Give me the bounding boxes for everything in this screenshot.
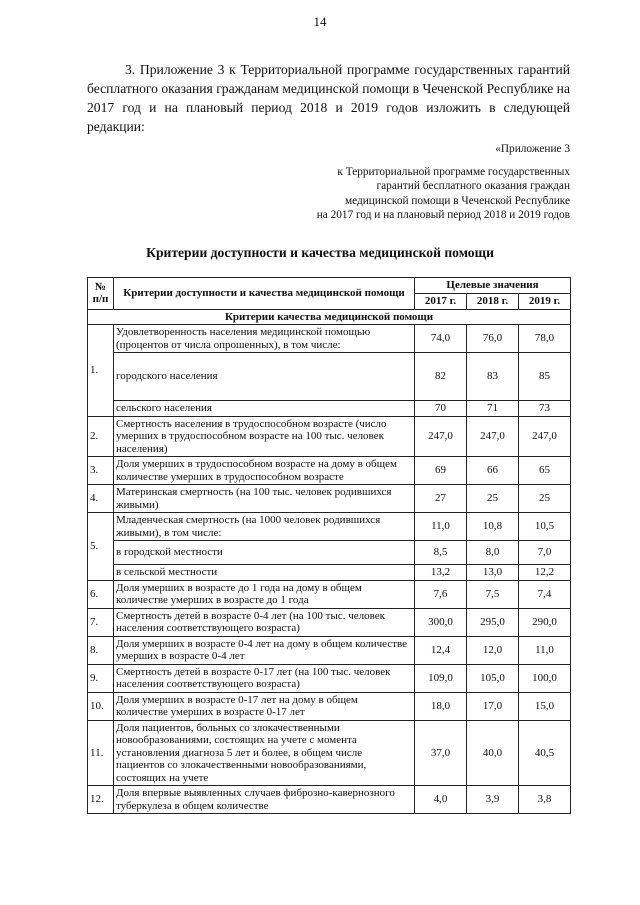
value-2019: 3,8	[519, 786, 571, 814]
value-2018: 40,0	[467, 720, 519, 786]
intro-text: 3. Приложение 3 к Территориальной программе государственных гарантий бесплатного оказания гражданам медицинской помощи в Чеченской Республике на 2017 год и на плановый период 2018 и 2019 годов изложить в следующей редакции:	[87, 62, 570, 134]
header-criteria: Критерии доступности и качества медицинской помощи	[114, 278, 415, 310]
row-criteria: в городской местности	[114, 541, 415, 565]
value-2018: 7,5	[467, 580, 519, 608]
row-number: 5.	[88, 513, 114, 581]
value-2018: 71	[467, 401, 519, 417]
table-row	[88, 636, 571, 664]
row-criteria: Доля умерших в трудоспособном возрасте на дому в общем количестве умерших в трудоспособном возрасте	[114, 457, 415, 485]
table-row	[88, 565, 571, 581]
row-number: 7.	[88, 608, 114, 636]
value-2018: 13,0	[467, 565, 519, 581]
row-criteria: сельского населения	[114, 401, 415, 417]
row-criteria: Доля пациентов, больных со злокачественными новообразованиями, состоящих на учете с момента установления диагноза 5 лет и более, в общем числе пациентов со злокачественными новообразованиями, состоящих на учете	[114, 720, 415, 786]
value-2017: 12,4	[415, 636, 467, 664]
value-2018: 295,0	[467, 608, 519, 636]
intro-paragraph	[87, 60, 570, 136]
table-row	[88, 325, 571, 353]
page-number: 14	[313, 14, 327, 29]
value-2019: 247,0	[519, 416, 571, 457]
row-criteria: Удовлетворенность населения медицинской помощью (процентов от числа опрошенных), в том числе:	[114, 325, 415, 353]
table-title: Критерии доступности и качества медицинской помощи	[146, 245, 494, 260]
table-row	[88, 786, 571, 814]
row-number: 6.	[88, 580, 114, 608]
table-row	[88, 416, 571, 457]
row-criteria: Смертность детей в возрасте 0-4 лет (на 100 тыс. человек населения соответствующего возраста)	[114, 608, 415, 636]
value-2018: 17,0	[467, 692, 519, 720]
value-2018: 76,0	[467, 325, 519, 353]
value-2019: 40,5	[519, 720, 571, 786]
value-2017: 18,0	[415, 692, 467, 720]
value-2017: 27	[415, 485, 467, 513]
value-2017: 37,0	[415, 720, 467, 786]
row-criteria: городского населения	[114, 353, 415, 401]
annex-line: на 2017 год и на плановый период 2018 и 2019 годов	[316, 209, 570, 221]
row-number: 11.	[88, 720, 114, 786]
row-number: 9.	[88, 664, 114, 692]
value-2017: 11,0	[415, 513, 467, 541]
row-criteria: Материнская смертность (на 100 тыс. человек родившихся живыми)	[114, 485, 415, 513]
value-2017: 247,0	[415, 416, 467, 457]
value-2018: 66	[467, 457, 519, 485]
table-row	[88, 720, 571, 786]
row-criteria: в сельской местности	[114, 565, 415, 581]
value-2019: 290,0	[519, 608, 571, 636]
value-2017: 8,5	[415, 541, 467, 565]
row-number: 10.	[88, 692, 114, 720]
value-2019: 15,0	[519, 692, 571, 720]
value-2018: 83	[467, 353, 519, 401]
annex-line: к Территориальной программе государственных	[337, 165, 570, 178]
value-2018: 3,9	[467, 786, 519, 814]
value-2017: 7,6	[415, 580, 467, 608]
annex-line: гарантий бесплатного оказания граждан	[376, 180, 570, 192]
value-2019: 10,5	[519, 513, 571, 541]
annex-title: «Приложение 3	[495, 143, 570, 155]
row-number: 8.	[88, 636, 114, 664]
header-num: № п/п	[88, 278, 114, 310]
value-2019: 11,0	[519, 636, 571, 664]
table-row	[88, 608, 571, 636]
value-2018: 247,0	[467, 416, 519, 457]
value-2018: 10,8	[467, 513, 519, 541]
row-number: 2.	[88, 416, 114, 457]
value-2017: 300,0	[415, 608, 467, 636]
value-2017: 74,0	[415, 325, 467, 353]
value-2018: 105,0	[467, 664, 519, 692]
row-criteria: Доля умерших в возрасте 0-4 лет на дому в общем количестве умерших в возрасте 0-4 лет	[114, 636, 415, 664]
value-2019: 25	[519, 485, 571, 513]
value-2019: 73	[519, 401, 571, 417]
value-2018: 8,0	[467, 541, 519, 565]
row-criteria: Смертность населения в трудоспособном возрасте (число умерших в трудоспособном возрасте на 100 тыс. человек населения)	[114, 416, 415, 457]
table-row	[88, 353, 571, 401]
annex-line: медицинской помощи в Чеченской Республике	[344, 194, 570, 207]
row-number: 1.	[88, 325, 114, 417]
table-row	[88, 457, 571, 485]
annex-header	[240, 142, 570, 223]
value-2017: 69	[415, 457, 467, 485]
table-row	[88, 580, 571, 608]
table-row	[88, 541, 571, 565]
value-2019: 12,2	[519, 565, 571, 581]
table-row	[88, 513, 571, 541]
header-target: Целевые значения	[415, 278, 571, 294]
value-2017: 4,0	[415, 786, 467, 814]
value-2017: 109,0	[415, 664, 467, 692]
row-number: 3.	[88, 457, 114, 485]
row-criteria: Доля впервые выявленных случаев фиброзно-кавернозного туберкулеза в общем количестве	[114, 786, 415, 814]
value-2018: 12,0	[467, 636, 519, 664]
header-year: 2017 г.	[415, 294, 467, 310]
value-2019: 7,4	[519, 580, 571, 608]
header-year: 2019 г.	[519, 294, 571, 310]
row-criteria: Доля умерших в возрасте 0-17 лет на дому в общем количестве умерших в возрасте 0-17 лет	[114, 692, 415, 720]
value-2019: 85	[519, 353, 571, 401]
value-2019: 78,0	[519, 325, 571, 353]
row-number: 4.	[88, 485, 114, 513]
table-row	[88, 485, 571, 513]
table-row	[88, 401, 571, 417]
value-2017: 82	[415, 353, 467, 401]
value-2018: 25	[467, 485, 519, 513]
row-criteria: Доля умерших в возрасте до 1 года на дому в общем количестве умерших в возрасте до 1 года	[114, 580, 415, 608]
row-criteria: Смертность детей в возрасте 0-17 лет (на 100 тыс. человек населения соответствующего возраста)	[114, 664, 415, 692]
row-number: 12.	[88, 786, 114, 814]
section-header: Критерии качества медицинской помощи	[88, 309, 571, 325]
value-2017: 13,2	[415, 565, 467, 581]
value-2019: 7,0	[519, 541, 571, 565]
criteria-table	[87, 277, 571, 814]
header-year: 2018 г.	[467, 294, 519, 310]
table-row	[88, 692, 571, 720]
row-criteria: Младенческая смертность (на 1000 человек родившихся живыми), в том числе:	[114, 513, 415, 541]
value-2017: 70	[415, 401, 467, 417]
table-row	[88, 664, 571, 692]
value-2019: 100,0	[519, 664, 571, 692]
value-2019: 65	[519, 457, 571, 485]
